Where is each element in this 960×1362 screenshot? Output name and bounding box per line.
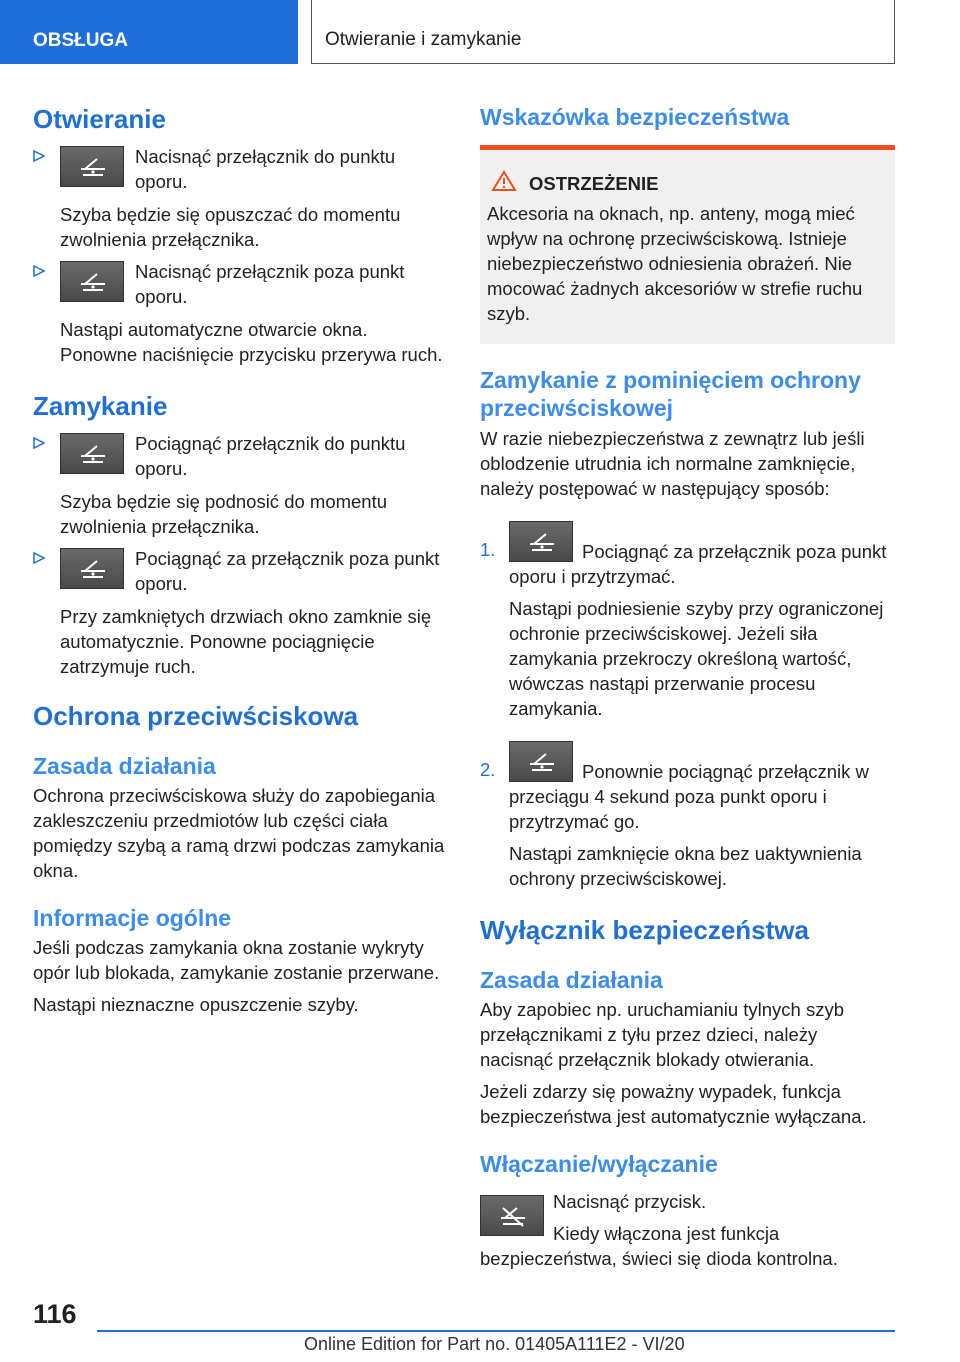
toggle-step-result-label: Kiedy włączona jest funkcja bezpieczeństwa, świeci się dioda kontrolna. <box>480 1223 838 1269</box>
toggle-step <box>480 1189 895 1271</box>
closing-step-2-text: Pociągnąć za przełącznik poza punkt oporu. <box>135 548 440 594</box>
pinch-title: Ochrona przeciwściskowa <box>33 701 359 731</box>
page-number: 116 <box>33 1299 77 1329</box>
window-switch-icon <box>60 146 124 187</box>
warning-text: Akcesoria na oknach, np. anteny, mogą mieć wpływ na ochronę przeciwściskową. Istnieje niebezpieczeństwo odniesienia obrażeń. Nie mocować żadnych akcesoriów w strefie ruchu szyb. <box>487 203 863 324</box>
closing-step-2 <box>33 546 448 602</box>
override-step-1-result: Nastąpi podniesienie szyby przy ograniczonej ochronie przeciwściskowej. Jeżeli siła zamykania przekroczy określoną wartość, wówczas nastąpi przerwanie procesu zamykania. <box>509 598 884 719</box>
window-switch-icon <box>60 433 124 474</box>
closing-title: Zamykanie <box>33 391 168 421</box>
window-switch-icon <box>60 261 124 302</box>
safety-switch-principle-title: Zasada działania <box>480 967 663 993</box>
override-step-1-number: 1. <box>480 539 496 560</box>
pinch-general-text-1: Jeśli podczas zamykania okna zostanie wykryty opór lub blokada, zamykanie zostanie przerwane. <box>33 937 440 983</box>
override-step-1 <box>480 521 895 721</box>
safety-hint-title: Wskazówka bezpieczeństwa <box>480 104 790 130</box>
override-step-1-label: Pociągnąć za przełącznik poza punkt oporu i przytrzymać. <box>509 541 887 587</box>
safety-switch-title: Wyłącznik bezpieczeństwa <box>480 915 809 945</box>
warning-box <box>480 145 895 344</box>
closing-step-1-result: Szyba będzie się podnosić do momentu zwolnienia przełącznika. <box>60 491 388 537</box>
warning-label: OSTRZEŻENIE <box>529 172 659 194</box>
override-step-2-result: Nastąpi zamknięcie okna bez uaktywnienia ochrony przeciwściskowej. <box>509 843 862 889</box>
section-title: OBSŁUGA <box>33 30 128 51</box>
opening-step-2-result: Nastąpi automatyczne otwarcie okna. Ponowne naciśnięcie przycisku przerywa ruch. <box>60 319 443 365</box>
window-switch-icon <box>509 741 573 782</box>
window-switch-icon <box>509 521 573 562</box>
right-column <box>480 100 895 1271</box>
safety-switch-principle-text-2: Jeżeli zdarzy się poważny wypadek, funkcja bezpieczeństwa jest automatycznie wyłączana. <box>480 1081 867 1127</box>
opening-step-2-text: Nacisnąć przełącznik poza punkt oporu. <box>135 261 405 307</box>
pinch-principle-title: Zasada działania <box>33 753 216 779</box>
opening-step-1 <box>33 144 448 200</box>
pinch-general-text-2: Nastąpi nieznaczne opuszczenie szyby. <box>33 994 359 1015</box>
chapter-header <box>311 0 895 64</box>
pinch-general-title: Informacje ogólne <box>33 905 232 931</box>
opening-title: Otwieranie <box>33 104 166 134</box>
footer-divider <box>97 1330 895 1332</box>
opening-step-1-result: Szyba będzie się opuszczać do momentu zwolnienia przełącznika. <box>60 204 401 250</box>
child-lock-switch-icon <box>480 1195 544 1236</box>
chapter-title: Otwieranie i zamykanie <box>325 29 522 50</box>
override-step-2 <box>480 741 895 891</box>
edition-text: Online Edition for Part no. 01405A111E2 - VI/20 <box>304 1334 685 1354</box>
override-title: Zamykanie z pominięciem ochrony przeciwściskowej <box>480 367 861 421</box>
window-switch-icon <box>60 548 124 589</box>
toggle-step-text: Nacisnąć przycisk. <box>553 1191 707 1212</box>
left-column <box>33 100 448 1017</box>
toggle-title: Włączanie/wyłączanie <box>480 1151 718 1177</box>
opening-step-2 <box>33 259 448 315</box>
override-step-2-label: Ponownie pociągnąć przełącznik w przeciągu 4 sekund poza punkt oporu i przytrzymać go. <box>509 761 869 832</box>
warning-header <box>491 170 887 197</box>
opening-step-1-text: Nacisnąć przełącznik do punktu oporu. <box>135 146 396 192</box>
closing-step-2-result: Przy zamkniętych drzwiach okno zamknie się automatycznie. Ponowne pociągnięcie zatrzymuje ruch. <box>60 606 432 677</box>
safety-switch-principle-text-1: Aby zapobiec np. uruchamianiu tylnych szyb przełącznikami z tyłu przez dzieci, należy nacisnąć przełącznik blokady otwierania. <box>480 999 845 1070</box>
closing-step-1-text: Pociągnąć przełącznik do punktu oporu. <box>135 433 406 479</box>
override-intro: W razie niebezpieczeństwa z zewnątrz lub jeśli oblodzenie utrudnia ich normalne zamknięcie, należy postępować w następujący sposób: <box>480 428 865 499</box>
override-step-2-number: 2. <box>480 759 496 780</box>
warning-triangle-icon <box>491 170 517 197</box>
section-tab <box>0 0 298 64</box>
closing-step-1 <box>33 431 448 487</box>
pinch-principle-text: Ochrona przeciwściskowa służy do zapobiegania zakleszczeniu przedmiotów lub części ciała pomiędzy szybą a ramą drzwi podczas zamykania okna. <box>33 785 445 881</box>
